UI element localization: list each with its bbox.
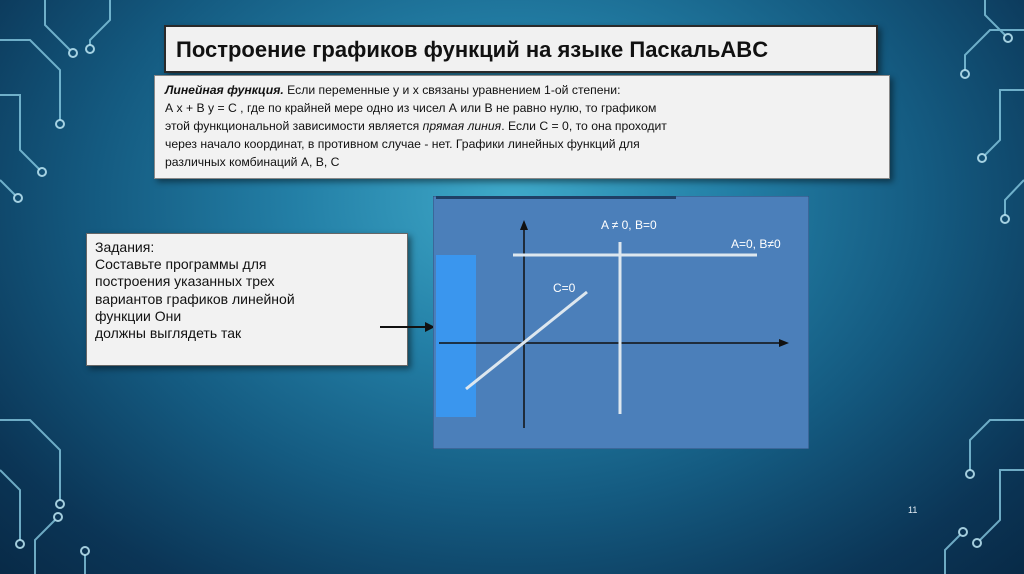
task-panel — [86, 233, 408, 366]
description-line-5: различных комбинаций А, В, С — [165, 155, 340, 169]
title-panel — [164, 25, 878, 73]
task-line: должны выглядеть так — [95, 325, 242, 342]
description-line-2: А х + В у = С , где по крайней мере одно из чисел А или В не равно нулю, то графиком — [165, 101, 657, 115]
term-straight-line: прямая линия — [422, 119, 502, 133]
slide-title: Построение графиков функций на языке ПаскальABC — [176, 37, 769, 62]
arrow-right-icon — [380, 318, 436, 338]
graph-side-panel — [436, 255, 476, 417]
task-line: вариантов графиков линейной — [95, 290, 295, 307]
description-line-1: Линейная функция. Если переменные у и х связаны уравнением 1-ой степени: — [165, 83, 621, 97]
graph-top-strip — [436, 196, 676, 199]
task-line: Составьте программы для — [95, 256, 267, 273]
description-panel — [154, 75, 890, 179]
label-diagonal: C=0 — [553, 281, 576, 295]
page-number: 11 — [908, 505, 918, 515]
function-graph — [433, 196, 809, 449]
task-line: функции Они — [95, 307, 182, 324]
label-horizontal: A=0, B≠0 — [731, 237, 781, 251]
task-line: Задания: — [95, 239, 155, 255]
task-line: построения указанных трех — [95, 273, 275, 290]
description-line-3: этой функциональной зависимости является прямая линия. Если С = 0, то она проходит — [165, 119, 667, 133]
label-vertical: A ≠ 0, B=0 — [601, 218, 657, 232]
description-line-4: через начало координат, в противном случае - нет. Графики линейных функций для — [165, 137, 640, 151]
term-linear-function: Линейная функция. — [165, 83, 284, 97]
